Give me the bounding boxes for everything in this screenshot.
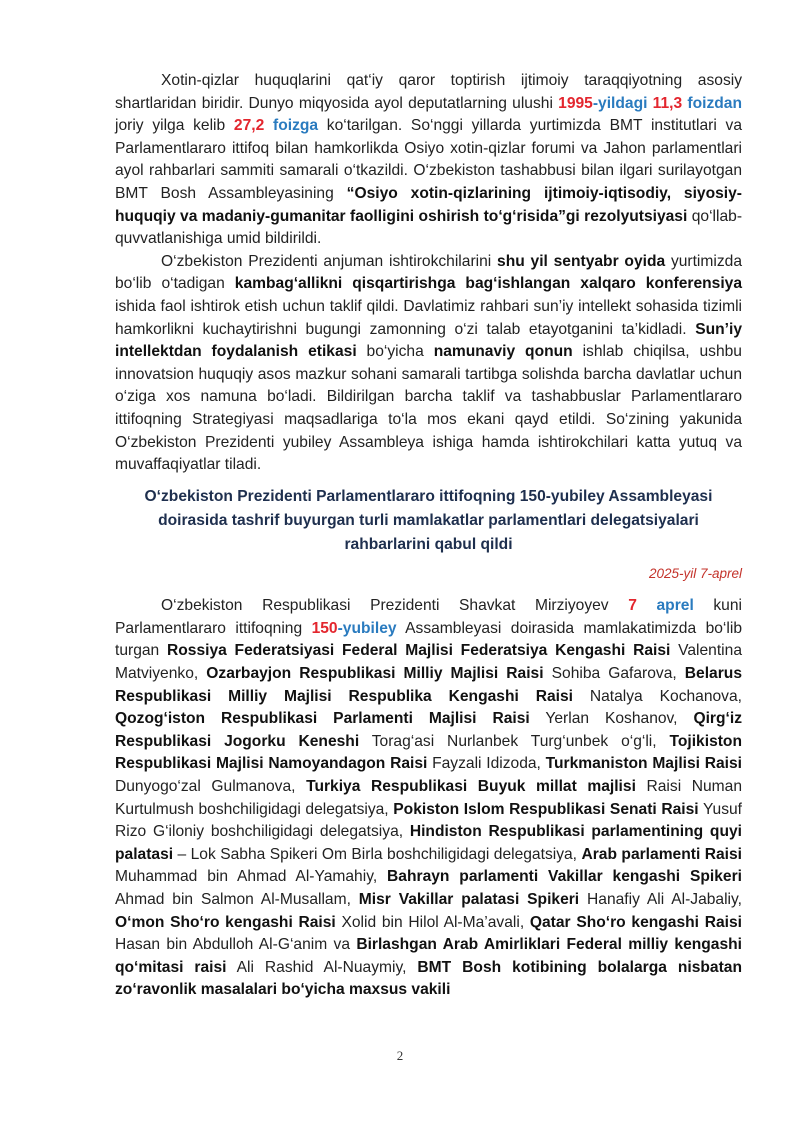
bold-phrase: Ozarbayjon Respublikasi Milliy Majlisi Raisi xyxy=(206,665,544,683)
section-heading: O‘zbekiston Prezidenti Parlamentlararo ittifoqning 150-yubiley Assambleyasi doirasida tashrif buyurgan turli mamlakatlar parlamentlari delegatsiyalari rahbarlarini qabul qildi xyxy=(144,487,713,553)
bold-phrase: Hindiston Respublikasi parlamentining quyi palatasi xyxy=(115,823,742,863)
bold-phrase: Tojikiston Respublikasi Majlisi Namoyandagon Raisi xyxy=(115,732,742,773)
text-run: Hanafiy Ali Al-Jabaliy, xyxy=(579,891,742,908)
text-run: Valentina Matviyenko, xyxy=(115,642,742,683)
bold-phrase: Qatar Sho‘ro kengashi Raisi xyxy=(529,913,742,931)
bold-phrase: namunaviy qonun xyxy=(433,343,573,361)
text-run: Ahmad bin Salmon Al-Musallam, xyxy=(115,891,359,908)
text-run: Xolid bin Hilol Al-Ma’avali, xyxy=(335,913,530,931)
text-run: Assambleyasi doirasida mamlakatimizda bo‘lib turgan xyxy=(115,619,742,660)
bold-phrase: BMT Bosh kotibining bolalarga nisbatan zo‘ravonlik masalalari bo‘yicha maxsus vakili xyxy=(115,958,742,999)
highlight-number: 27,2 xyxy=(233,117,265,135)
text-run: Fayzali Idizoda, xyxy=(427,755,546,773)
text-run: O‘zbekiston Prezidenti anjuman ishtirokchilarini xyxy=(161,252,498,270)
bold-phrase: Pokiston Islom Respublikasi Senati Raisi xyxy=(393,800,699,818)
highlight-number: 11,3 xyxy=(652,94,683,112)
page-number: 2 xyxy=(396,1048,404,1063)
text-run: Xotin-qizlar huquqlarini qat‘iy qaror toptirish ijtimoiy taraqqiyotning asosiy shartlaridan biridir. Dunyo miqyosida ayol deputatlarning ulushi xyxy=(115,72,742,112)
highlight-word: foizga xyxy=(273,117,319,135)
highlight-word: -yildagi xyxy=(592,94,648,112)
bold-phrase: Qirg‘iz Respublikasi Jogorku Keneshi xyxy=(115,710,742,750)
bold-phrase: shu yil sentyabr oyida xyxy=(497,252,666,270)
highlight-word: -yubiley xyxy=(337,619,397,637)
text-run: Hasan bin Abdulloh Al-G‘anim va xyxy=(115,936,357,954)
text-run: Natalya Kochanova, xyxy=(572,687,742,705)
text-run: Dunyogo‘zal Gulmanova, xyxy=(115,778,307,796)
text-run: Yerlan Koshanov, xyxy=(529,710,694,728)
text-run: Sohiba Gafarova, xyxy=(543,665,685,683)
bold-phrase: Rossiya Federatsiyasi Federal Majlisi Federatsiya Kengashi Raisi xyxy=(166,642,671,660)
bold-phrase: Arab parlamenti Raisi xyxy=(581,845,742,863)
text-run: kuni Parlamentlararo ittifoqning xyxy=(115,597,742,637)
text-run: Muhammad bin Ahmad Al-Yamahiy, xyxy=(115,868,388,886)
highlight-word: foizdan xyxy=(687,94,742,112)
text-run: bo‘yicha xyxy=(356,343,434,361)
bold-phrase: O‘mon Sho‘ro kengashi Raisi xyxy=(115,913,336,931)
highlight-word: aprel xyxy=(656,597,694,615)
highlight-number: 150 xyxy=(311,619,338,637)
text-run: ishida faol ishtirok etish uchun taklif qildi. Davlatimiz rahbari sun’iy intellekt sohasida tizimli hamkorlikni kuchaytirishni bugungi zamonning o‘zi talab etayotganini ta’kidladi. xyxy=(115,297,742,338)
bold-phrase: “Osiyo xotin-qizlarining ijtimoiy-iqtisodiy, siyosiy-huquqiy va madaniy-gumanitar faolligini oshirish to‘g‘risida”gi rezolyutsiyasi xyxy=(115,184,742,225)
text-run: O‘zbekiston Respublikasi Prezidenti Shavkat Mirziyoyev xyxy=(161,597,629,615)
bold-phrase: Turkmaniston Majlisi Raisi xyxy=(545,755,743,773)
text-run: qo‘llab-quvvatlanishiga umid bildirildi. xyxy=(115,207,743,248)
bold-phrase: kambag‘allikni qisqartirishga bag‘ishlangan xalqaro konferensiya xyxy=(234,275,742,293)
highlight-number: 1995 xyxy=(558,94,593,112)
date-line: 2025-yil 7-aprel xyxy=(648,565,742,581)
text-run: Torag‘asi Nurlanbek Turg‘unbek o‘g‘li, xyxy=(359,732,670,750)
bold-phrase: Bahrayn parlamenti Vakillar kengashi Spikeri xyxy=(387,868,742,886)
document-page xyxy=(115,70,742,1002)
bold-phrase: Belarus Respublikasi Milliy Majlisi Respublika Kengashi Raisi xyxy=(115,665,742,705)
text-run: joriy yilga kelib xyxy=(115,117,234,135)
text-run: ko‘tarilgan. So‘nggi yillarda yurtimizda BMT institutlari va Parlamentlararo ittifoq bilan hamkorlikda Osiyo xotin-qizlar forumi va Jahon parlamentlari ayol rahbarlari sammiti samarali o‘tkazildi. O‘zbekiston tashabbusi bilan ilgari surilayotgan BMT Bosh Assambleyasining xyxy=(115,117,742,202)
bold-phrase: Misr Vakillar palatasi Spikeri xyxy=(358,891,580,908)
bold-phrase: Turkiya Respublikasi Buyuk millat majlisi xyxy=(306,778,636,796)
text-run: – Lok Sabha Spikeri Om Birla boshchiligidagi delegatsiya, xyxy=(173,845,582,863)
paragraph-conference xyxy=(115,251,742,477)
bold-phrase: Qozog‘iston Respublikasi Parlamenti Majlisi Raisi xyxy=(115,710,530,728)
text-run: Ali Rashid Al-Nuaymiy, xyxy=(226,958,418,976)
text-run: ishlab chiqilsa, ushbu innovatsion huquqiy asos mazkur sohani samarali tartibga solishda barcha davlatlar uchun o‘ziga xos namuna bo‘ladi. Bildirilgan barcha taklif va tashabbuslar Parlamentlararo ittifoqning Strategiyasi maqsadlariga to‘la mos ekani qayd etildi. So‘zining yakunida O‘zbekiston Prezidenti yubiley Assambleya ishiga hamda ishtirokchilari katta yutuq va muvaffaqiyatlar tiladi. xyxy=(115,343,742,474)
paragraph-reception xyxy=(115,595,742,1002)
highlight-number: 7 xyxy=(628,597,637,615)
bold-phrase: Sun’iy intellektdan foydalanish etikasi xyxy=(115,320,742,361)
bold-phrase: Birlashgan Arab Amirliklari Federal milliy kengashi qo‘mitasi raisi xyxy=(115,936,742,976)
text-run: Raisi Numan Kurtulmush boshchiligidagi delegatsiya, xyxy=(115,778,743,818)
text-run: yurtimizda bo‘lib o‘tadigan xyxy=(115,252,742,293)
paragraph-women-rights xyxy=(115,70,742,251)
text-run: Yusuf Rizo G‘iloniy boshchiligidagi delegatsiya, xyxy=(115,800,743,841)
